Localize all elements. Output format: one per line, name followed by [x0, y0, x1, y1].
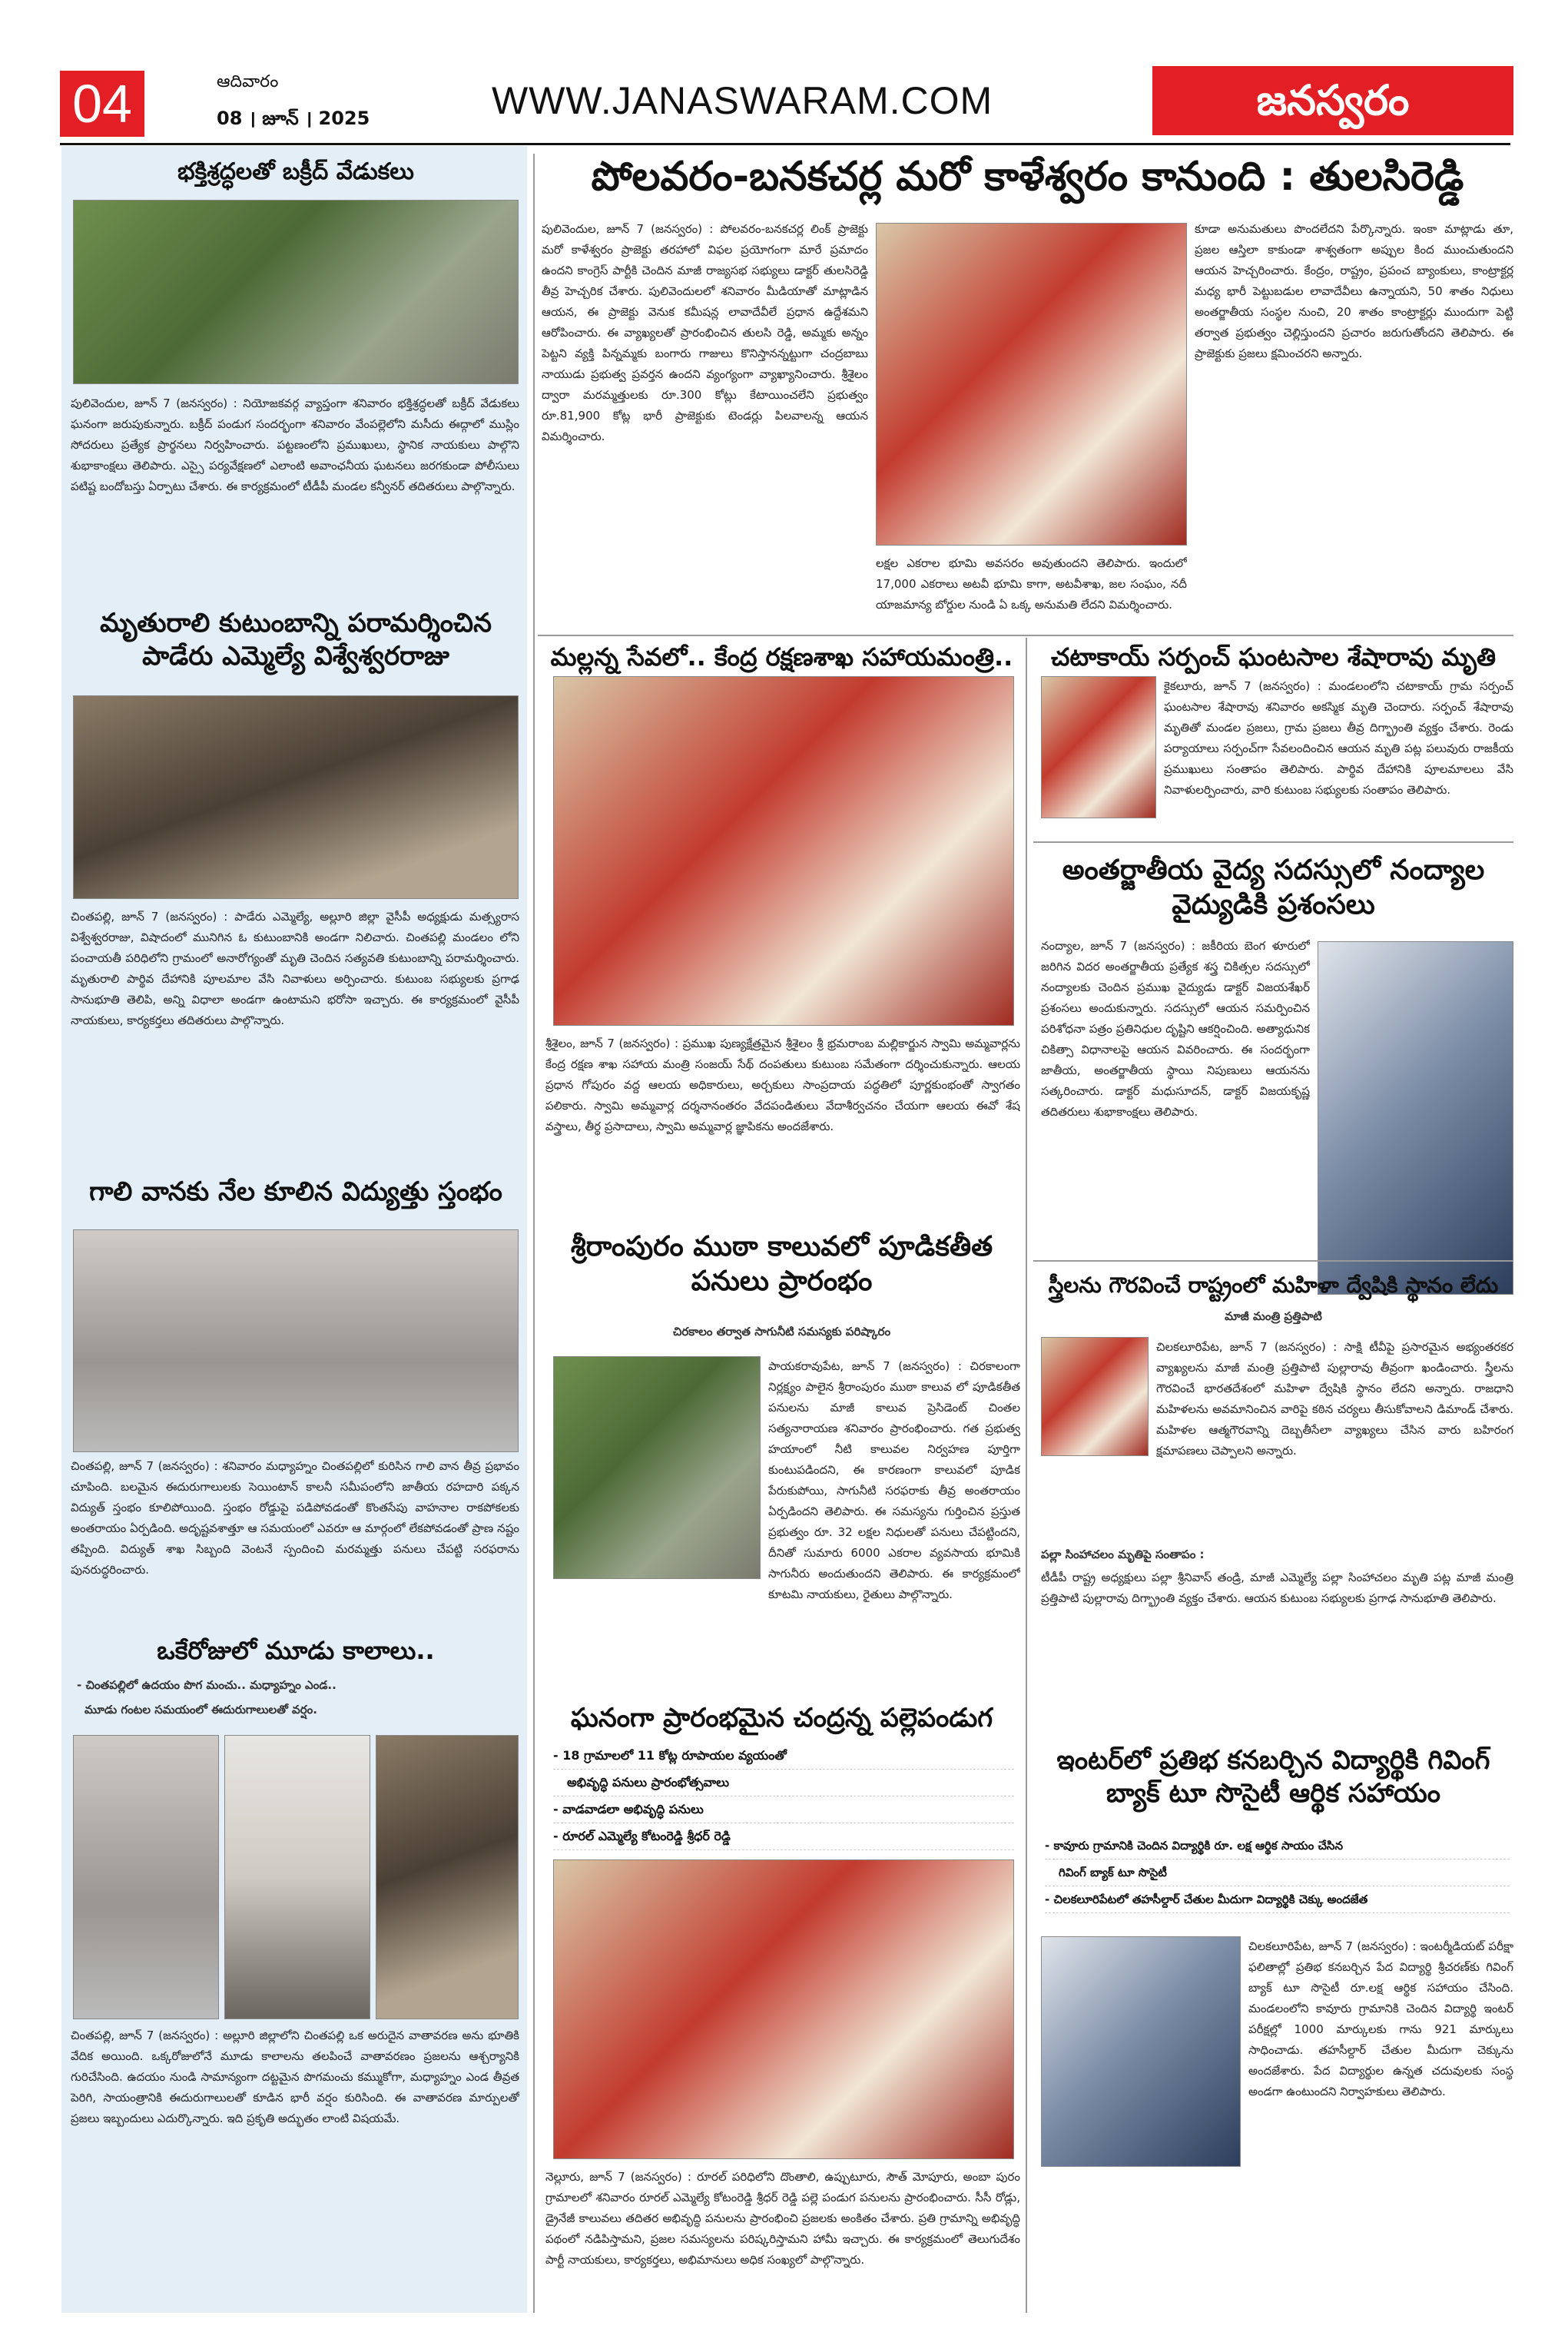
weather-subtitle-1: - చింతపల్లిలో ఉదయం పొగ మంచు.. మధ్యాహ్నం ఎండ.. [77, 1678, 336, 1692]
student-bullet: - చిలకలూరిపేటలో తహసీల్దార్ చేతుల మీదుగా విద్యార్థికి చెక్కు అందజేత [1045, 1886, 1510, 1913]
pallepanduga-bullets [553, 1743, 1014, 1850]
weather-photo-rain [376, 1735, 519, 2019]
women-body: చిలకలూరిపేట, జూన్ 7 (జనస్వరం) : సాక్షి టీవీపై ప్రసారమైన అభ్యంతరకర వ్యాఖ్యలను మాజీ మంత్రి ప్రత్తిపాటి పుల్లారావు తీవ్రంగా ఖండించారు. స్త్రీలను గౌరవించే భారతదేశంలో మహిళా ద్వేషికి స్థానం లేదని అన్నారు. రాజధాని మహిళలను అవమానించిన వారిపై కఠిన చర్యలు తీసుకోవాలని డిమాండ్ చేశారు. మహిళల ఆత్మగౌరవాన్ని దెబ్బతీసేలా వ్యాఖ్యలు చేసిన వారు బహిరంగ క్షమాపణలు చెప్పాలని అన్నారు. [1156, 1340, 1513, 1458]
canal-subtitle: చిరకాలం తర్వాత సాగునీటి సమస్యకు పరిష్కారం [672, 1325, 891, 1339]
pallepanduga-bullet: - 18 గ్రామాలలో 11 కోట్ల రూపాయల వ్యయంతో [553, 1743, 1014, 1770]
student-headline: ఇంటర్‌లో ప్రతిభ కనబర్చిన విద్యార్థికి గివింగ్ బ్యాక్ టూ సొసైటీ ఆర్థిక సహాయం [1056, 1745, 1490, 1809]
sarpanch-body: కైకలూరు, జూన్ 7 (జనస్వరం) : మండలంలోని చటాకాయ్ గ్రామ సర్పంచ్ ఘంటసాల శేషారావు శనివారం అకస్మిక మృతి చెందారు. సర్పంచ్ శేషారావు మృతితో మండల ప్రజలు, గ్రామ ప్రజలు తీవ్ర దిగ్భ్రాంతి వ్యక్తం చేశారు. రెండు పర్యాయాలు సర్పంచ్‌గా సేవలందించిన ఆయన మృతి పట్ల పలువురు రాజకీయ ప్రముఖులు సంతాపం తెలిపారు. పార్థివ దేహానికి పూలమాలలు వేసి నివాళులర్పించారు, వారి కుటుంబ సభ్యులకు సంతాపం తెలిపారు. [1164, 679, 1513, 797]
sarpanch-headline: చటాకాయ్ సర్పంచ్ ఘంటసాల శేషారావు మృతి [1051, 642, 1496, 672]
canal-body: పాయకరావుపేట, జూన్ 7 (జనస్వరం) : చిరకాలంగా నిర్లక్ష్యం పాలైన శ్రీరాంపురం ముఠా కాలువ లో పూడికతీత పనులను మాజీ కాలువ ప్రెసిడెంట్ చింతల సత్యనారాయణ శనివారం ప్రారంభించారు. గత ప్రభుత్వ హయాంలో నీటి కాలువల నిర్వహణ పూర్తిగా కుంటుపడిందని, ఈ కారణంగా కాలువలో పూడిక పేరుకుపోయి, సాగునీటి సరఫరాకు తీవ్ర అంతరాయం ఏర్పడిందని తెలిపారు. ఈ సమస్యను గుర్తించిన ప్రస్తుత ప్రభుత్వం రూ. 32 లక్షల నిధులతో పనులు చేపట్టిందని, దీనితో సుమారు 6000 ఎకరాల వ్యవసాయ భూమికి సాగునీరు అందుతుందని తెలిపారు. ఈ కార్యక్రమంలో కూటమి నాయకులు, రైతులు పాల్గొన్నారు. [768, 1359, 1020, 1601]
pallepanduga-headline: ఘనంగా ప్రారంభమైన చంద్రన్న పల్లెపండుగ [570, 1703, 993, 1733]
paderu-body: చింతపల్లి, జూన్ 7 (జనస్వరం) : పాడేరు ఎమ్మెల్యే, అల్లూరి జిల్లా వైసీపీ అధ్యక్షుడు మత్స్యరాస విశ్వేశ్వరరాజు, విషాదంలో మునిగిన ఓ కుటుంబానికి అండగా నిలిచారు. చింతపల్లి మండలం లోని పంచాయతీ పరిధిలోని గ్రామంలో అనారోగ్యంతో మృతి చెందిన సత్యవతి కుటుంబాన్ని పరామర్శించారు. మృతురాలి పార్థివ దేహానికి పూలమాల వేసి నివాళులు అర్పించారు. కుటుంబ సభ్యులకు ప్రగాఢ సానుభూతి తెలిపి, అన్ని విధాలా అండగా ఉంటామని భరోసా ఇచ్చారు. ఈ కార్యక్రమంలో వైసీపీ నాయకులు, కార్యకర్తలు తదితరులు పాల్గొన్నారు. [71, 910, 519, 1027]
pallepanduga-bullet: - వాడవాడలా అభివృద్ధి పనులు [553, 1796, 1014, 1823]
pole-photo [73, 1229, 519, 1452]
pallepanduga-bullet: - రూరల్ ఎమ్మెల్యే కోటంరెడ్డి శ్రీధర్ రెడ్డి [553, 1823, 1014, 1850]
bakrid-photo [73, 200, 519, 384]
pallepanduga-body: నెల్లూరు, జూన్ 7 (జనస్వరం) : రూరల్ పరిధిలోని దొంతాలి, ఉప్పుటూరు, సౌత్ మోపూరు, అంబా పురం గ్రామాలలో శనివారం రూరల్ ఎమ్మెల్యే కోటంరెడ్డి శ్రీధర్ రెడ్డి పల్లె పండుగ పనులను ప్రారంభించారు. సీసీ రోడ్లు, డ్రైనేజీ కాలువలు తదితర అభివృద్ధి పనులను ప్రారంభించి ప్రజలకు అంకితం చేశారు. ప్రతి గ్రామాన్ని అభివృద్ధి పథంలో నడిపిస్తామని, ప్రజల సమస్యలను పరిష్కరిస్తామని హామీ ఇచ్చారు. ఈ కార్యక్రమంలో తెలుగుదేశం పార్టీ నాయకులు, కార్యకర్తలు, అభిమానులు అధిక సంఖ్యలో పాల్గొన్నారు. [545, 2170, 1020, 2267]
lead-headline: పోలవరం-బనకచర్ల మరో కాళేశ్వరం కానుంది : తులసిరెడ్డి [591, 154, 1464, 200]
paderu-photo [73, 695, 519, 899]
lead-body-3: లక్షల ఎకరాల భూమి అవసరం అవుతుందని తెలిపారు. ఇందులో 17,000 ఎకరాలు అటవీ భూమి కాగా, అటవీశాఖ, జల సంఘం, నదీ యాజమాన్య బోర్డుల నుండి ఏ ఒక్క అనుమతి లేదని విమర్శించారు. [876, 556, 1187, 612]
issue-day: ఆదివారం [217, 72, 279, 91]
women-subtitle-2: పల్లా సింహాచలం మృతిపై సంతాపం : [1041, 1548, 1205, 1561]
student-bullet: - కావూరు గ్రామానికి చెందిన విద్యార్థికి రూ. లక్ష ఆర్థిక సాయం చేసిన [1045, 1833, 1510, 1859]
issue-date: 08 । జూన్ । 2025 [217, 108, 370, 129]
student-bullets [1045, 1833, 1510, 1913]
student-body: చిలకలూరిపేట, జూన్ 7 (జనస్వరం) : ఇంటర్మీడియట్ పరీక్షా ఫలితాల్లో ప్రతిభ కనబర్చిన పేద విద్యార్థి శ్రీచరణ్‌కు గివింగ్ బ్యాక్ టూ సొసైటీ రూ.లక్ష ఆర్థిక సహాయం చేసింది. మండలంలోని కావూరు గ్రామానికి చెందిన విద్యార్థి ఇంటర్ పరీక్షల్లో 1000 మార్కులకు గాను 921 మార్కులు సాధించాడు. తహసీల్దార్ చేతుల మీదుగా చెక్కును అందజేశారు. పేద విద్యార్థుల ఉన్నత చదువులకు సంస్థ అండగా ఉంటుందని నిర్వాహకులు తెలిపారు. [1248, 1939, 1513, 2098]
weather-photo-sun [224, 1735, 370, 2019]
weather-photo-fog [73, 1735, 219, 2019]
lead-body-1: పులివెందుల, జూన్ 7 (జనస్వరం) : పోలవరం-బనకచర్ల లింక్ ప్రాజెక్టు మరో కాళేశ్వరం ప్రాజెక్టు తరహాలో విఫల ప్రయోగంగా మారే ప్రమాదం ఉందని కాంగ్రెస్ పార్టీకి చెందిన మాజీ రాజ్యసభ సభ్యులు డాక్టర్ తులసిరెడ్డి తీవ్ర హెచ్చరిక చేశారు. పులివెందులలో శనివారం మీడియాతో మాట్లాడిన ఆయన, ఈ ప్రాజెక్టు వెనుక కమీషన్ల లావాదేవీలే ప్రధాన ఉద్దేశమని ఆరోపించారు. ఈ వ్యాఖ్యలతో ప్రారంభించిన తులసి రెడ్డి, అమ్మకు అన్నం పెట్టని వ్యక్తి పిన్నమ్మకు బంగారు గాజులు కొనిస్తానన్నట్టుగా చంద్రబాబు నాయుడు ప్రభుత్వ ప్రవర్తన ఉందని వ్యంగ్యంగా వ్యాఖ్యానించారు. శ్రీశైలం ద్వారా మరమ్మత్తులకు రూ.300 కోట్లు కేటాయించలేని ప్రభుత్వం రూ.81,900 కోట్ల భారీ ప్రాజెక్టుకు టెండర్లు పిలవాలన్న ఆయన విమర్శించారు. [542, 222, 868, 443]
women-subtitle: మాజీ మంత్రి ప్రత్తిపాటి [1225, 1309, 1322, 1323]
lead-body-2: కూడా అనుమతులు పొందలేదని పేర్కొన్నారు. ఇంకా మాట్లాడు తూ, ప్రజల ఆస్తిలా కాకుండా శాశ్వతంగా అప్పుల కింద ముంచుతుందని ఆయన హెచ్చరించారు. కేంద్రం, రాష్ట్రం, ప్రపంచ బ్యాంకులు, కాంట్రాక్టర్ల మధ్య భారీ పెట్టుబడుల లావాదేవీలు ఉన్నాయని, 50 శాతం నిధులు అంతర్జాతీయ సంస్థల నుంచి, 20 శాతం కాంట్రాక్టర్లు ముందుగా పెట్టి తర్వాత ప్రభుత్వం చెల్లిస్తుందని ప్రచారం జరుగుతోందని తెలిపారు. ఈ ప్రాజెక్టుకు ప్రజలు క్షమించరని అన్నారు. [1195, 222, 1513, 360]
pole-headline: గాలి వానకు నేల కూలిన విద్యుత్తు స్తంభం [89, 1176, 502, 1207]
bakrid-body: పులివెందుల, జూన్ 7 (జనస్వరం) : నియోజకవర్గ వ్యాప్తంగా శనివారం భక్తిశ్రద్ధలతో బక్రీద్ వేడుకలు ఘనంగా జరుపుకున్నారు. బక్రీద్ పండుగ సందర్భంగా శనివారం వేంపల్లెలోని మసీదు ఈద్గాలో ముస్లిం సోదరులు ప్రత్యేక ప్రార్థనలు నిర్వహించారు. పట్టణంలోని ప్రముఖులు, స్థానిక నాయకులు పాల్గొని శుభాకాంక్షలు తెలిపారు. ఎస్సై పర్యవేక్షణలో ఎలాంటి అవాంఛనీయ ఘటనలు జరగకుండా పోలీసులు పటిష్ట బందోబస్తు ఏర్పాటు చేశారు. ఈ కార్యక్రమంలో టీడీపీ మండల కన్వీనర్ తదితరులు పాల్గొన్నారు. [71, 396, 519, 493]
lead-divider [538, 635, 1513, 636]
medical-divider [1033, 1260, 1513, 1262]
column-divider-left [533, 154, 535, 2313]
site-url[interactable]: WWW.JANASWARAM.COM [492, 79, 993, 122]
canal-headline: శ్రీరాంపురం ముఠా కాలువలో పూడికతీత పనులు ప్రారంభం [570, 1231, 993, 1297]
medical-body: నంద్యాల, జూన్ 7 (జనస్వరం) : జకీరియ బెంగ ళూరులో జరిగిన విదర అంతర్జాతీయ ప్రత్యేక శస్త్ర చికిత్సల సదస్సులో నంద్యాలకు చెందిన ప్రముఖ వైద్యుడు డాక్టర్ విజయశేఖర్ ప్రశంసలు అందుకున్నారు. సదస్సులో ఆయన సమర్పించిన పరిశోధనా పత్రం ప్రతినిధుల దృష్టిని ఆకర్షించింది. అత్యాధునిక చికిత్సా విధానాలపై ఆయన వివరించారు. ఈ సందర్భంగా జాతీయ, అంతర్జాతీయ స్థాయి నిపుణులు ఆయనను సత్కరించారు. డాక్టర్ మధుసూదన్, డాక్టర్ విజయకృష్ణ తదితరులు శుభాకాంక్షలు తెలిపారు. [1041, 939, 1310, 1119]
weather-headline: ఒకేరోజులో మూడు కాలాలు.. [157, 1636, 435, 1665]
medical-photo [1318, 941, 1513, 1295]
student-bullet: గివింగ్ బ్యాక్ టూ సొసైటీ [1045, 1859, 1510, 1886]
tulasireddy-portrait [876, 223, 1187, 546]
pole-body: చింతపల్లి, జూన్ 7 (జనస్వరం) : శనివారం మధ్యాహ్నం చింతపల్లిలో కురిసిన గాలి వాన తీవ్ర ప్రభావం చూపింది. బలమైన ఈదురుగాలులకు సెయింటాన్ కాలనీ సమీపంలోని జాతీయ రహదారి పక్కన విద్యుత్ స్తంభం కూలిపోయింది. స్తంభం రోడ్డుపై పడిపోవడంతో కొంతసేపు వాహనాల రాకపోకలకు అంతరాయం ఏర్పడింది. అదృష్టవశాత్తూ ఆ సమయంలో ఎవరూ ఆ మార్గంలో లేకపోవడంతో ప్రాణ నష్టం తప్పింది. విద్యుత్ శాఖ సిబ్బంది వెంటనే స్పందించి మరమ్మత్తు పనులు చేపట్టి సరఫరాను పునరుద్ధరించారు. [71, 1459, 519, 1577]
women-body-2: టీడీపీ రాష్ట్ర అధ్యక్షులు పల్లా శ్రీనివాస్ తండ్రి, మాజీ ఎమ్మెల్యే పల్లా సింహాచలం మృతి పట్ల మాజీ మంత్రి ప్రత్తిపాటి పుల్లారావు దిగ్భ్రాంతి వ్యక్తం చేశారు. ఆయన కుటుంబ సభ్యులకు ప్రగాఢ సానుభూతి తెలిపారు. [1041, 1571, 1513, 1605]
weather-subtitle-2: మూడు గంటల సమయంలో ఈదురుగాలులతో వర్షం. [85, 1703, 317, 1717]
women-headline: స్త్రీలను గౌరవించే రాష్ట్రంలో మహిళా ద్వేషికి స్థానం లేదు [1048, 1272, 1499, 1298]
mallanna-headline: మల్లన్న సేవలో.. కేంద్ర రక్షణశాఖ సహాయమంత్రి.. [550, 642, 1013, 672]
pallepanduga-bullet: అభివృద్ధి పనులు ప్రారంభోత్సవాలు [553, 1770, 1014, 1796]
column-divider-right [1026, 638, 1027, 2313]
bakrid-headline: భక్తిశ్రద్ధలతో బక్రీద్ వేడుకలు [177, 158, 414, 185]
mallanna-body: శ్రీశైలం, జూన్ 7 (జనస్వరం) : ప్రముఖ పుణ్యక్షేత్రమైన శ్రీశైలం శ్రీ భ్రమరాంబ మల్లికార్జున స్వామి అమ్మవార్లను కేంద్ర రక్షణ శాఖ సహాయ మంత్రి సంజయ్ సేథ్ దంపతులు కుటుంబ సమేతంగా దర్శించుకున్నారు. ఆలయ ప్రధాన గోపురం వద్ద ఆలయ అధికారులు, అర్చకులు సాంప్రదాయ పద్ధతిలో పూర్ణకుంభంతో స్వాగతం పలికారు. స్వామి అమ్మవార్ల దర్శనానంతరం వేదపండితులు వేదాశీర్వచనం చేయగా ఆలయ ఈవో శేష వస్త్రాలు, తీర్థ ప్రసాదాలు, స్వామి అమ్మవార్ల జ్ఞాపికను అందజేశారు. [545, 1037, 1020, 1133]
medical-headline: అంతర్జాతీయ వైద్య సదస్సులో నంద్యాల వైద్యుడికి ప్రశంసలు [1062, 854, 1485, 921]
mallanna-photo [553, 676, 1014, 1026]
masthead-logo: జనస్వరం [1152, 66, 1513, 135]
page-number: 04 [60, 71, 144, 137]
pallepanduga-photo [553, 1859, 1014, 2159]
weather-body: చింతపల్లి, జూన్ 7 (జనస్వరం) : అల్లూరి జిల్లాలోని చింతపల్లి ఒక అరుదైన వాతావరణ అను భూతికి వేదిక అయింది. ఒక్కరోజులోనే మూడు కాలాలను తలపించే వాతావరణం ప్రజలను ఆశ్చర్యానికి గురిచేసింది. ఉదయం నుండి సామాన్యంగా దట్టమైన పొగమంచు కమ్ముకోగా, మధ్యాహ్నం ఎండ తీవ్రత పెరిగి, సాయంత్రానికి ఈదురుగాలులతో కూడిన భారీ వర్షం కురిసింది. ఈ వాతావరణ మార్పులతో ప్రజలు ఇబ్బందులు ఎదుర్కొన్నారు. ఇది ప్రకృతి అద్భుతం లాంటి విషయమే. [71, 2029, 519, 2125]
paderu-headline: మృతురాలి కుటుంబాన్ని పరామర్శించిన పాడేరు ఎమ్మెల్యే విశ్వేశ్వరరాజు [100, 608, 492, 672]
sarpanch-photo [1041, 676, 1156, 818]
sarpanch-divider [1033, 841, 1513, 843]
header-rule [60, 143, 1510, 145]
